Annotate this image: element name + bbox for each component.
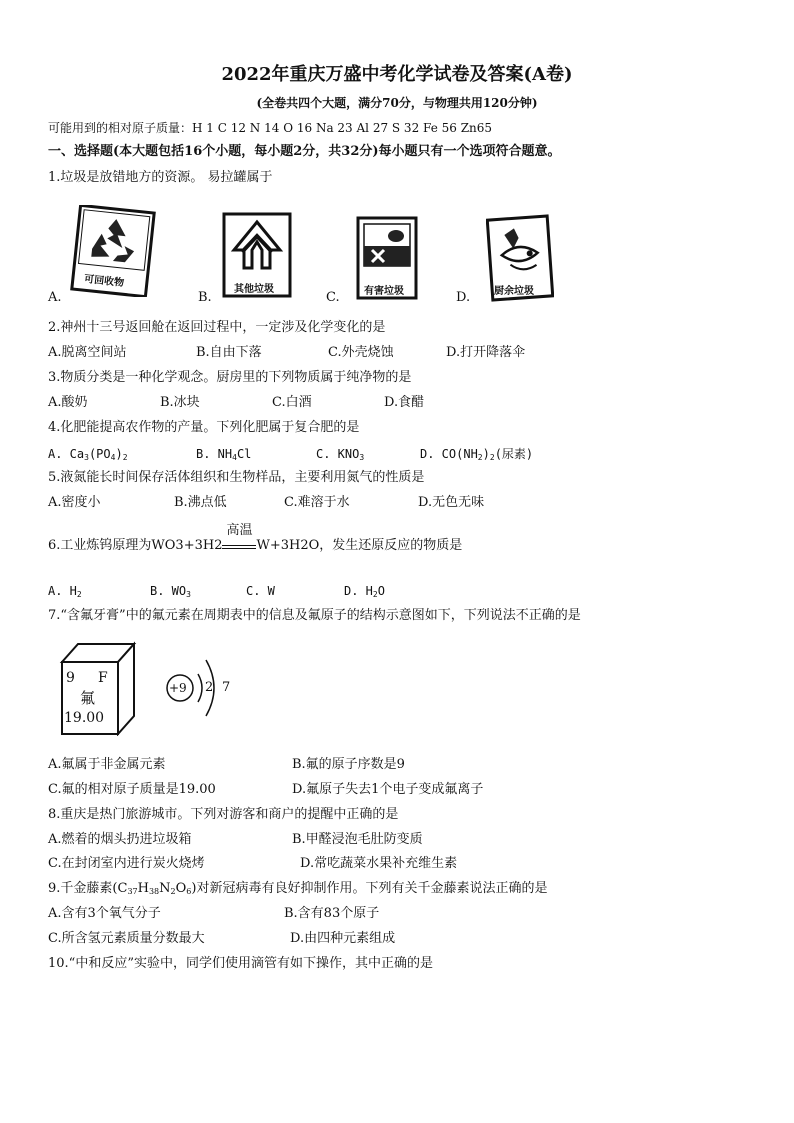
section-heading: 一、选择题(本大题包括16个小题，每小题2分，共32分)每小题只有一个选项符合题意。 <box>48 144 561 159</box>
q1-option-b-letter: B. <box>198 290 212 305</box>
q6-option-d: D. $H_2O$ <box>344 584 385 599</box>
q2-option-a: A.脱离空间站 <box>48 345 127 360</box>
q4-option-c: C. $KNO_3$ <box>316 447 365 462</box>
q2-stem: 2.神州十三号返回舱在返回过程中，一定涉及化学变化的是 <box>48 320 386 335</box>
q2-option-c: C.外壳烧蚀 <box>328 345 394 360</box>
page-title: 2022年重庆万盛中考化学试卷及答案(A卷) <box>221 64 573 85</box>
q4-stem: 4.化肥能提高农作物的产量。下列化肥属于复合肥的是 <box>48 420 360 435</box>
page-subtitle: (全卷共四个大题，满分70分，与物理共用120分钟) <box>256 96 538 110</box>
q4-option-b: B. $NH_4Cl$ <box>196 447 252 462</box>
atomic-masses: 可能用到的相对原子质量：H 1 C 12 N 14 O 16 Na 23 Al 27 S 32 Fe 56 Zn65 <box>48 121 493 135</box>
q2-option-d: D.打开降落伞 <box>446 345 526 360</box>
atom-shell-2: 7 <box>222 680 231 695</box>
q6-stem: 6.工业炼钨原理为WO3+3H2 高温 W+3H2O，发生还原反应的物质是 <box>48 523 463 553</box>
q9-option-c: C.所含氢元素质量分数最大 <box>48 931 205 946</box>
q8-option-d: D.常吃蔬菜水果补充维生素 <box>300 856 458 871</box>
q7-option-a: A.氟属于非金属元素 <box>48 757 166 772</box>
q9-option-b: B.含有83个原子 <box>284 906 380 921</box>
q1-label-kitchen: 厨余垃圾 <box>494 286 534 297</box>
q8-option-c: C.在封闭室内进行炭火烧烤 <box>48 856 205 871</box>
q9-option-d: D.由四种元素组成 <box>290 931 396 946</box>
q2-option-b: B.自由下落 <box>196 345 262 360</box>
q3-option-d: D.食醋 <box>384 395 425 410</box>
q1-option-c-letter: C. <box>326 290 340 305</box>
q10-stem: 10.“中和反应”实验中，同学们使用滴管有如下操作，其中正确的是 <box>48 956 433 971</box>
element-name: 氟 <box>80 689 96 707</box>
q8-option-a: A.燃着的烟头扔进垃圾箱 <box>48 832 192 847</box>
q3-stem: 3.物质分类是一种化学观念。厨房里的下列物质属于纯净物的是 <box>48 370 412 385</box>
q1-label-hazardous: 有害垃圾 <box>364 286 404 297</box>
q1-stem: 1.垃圾是放错地方的资源。 易拉罐属于 <box>48 170 273 185</box>
q5-stem: 5.液氮能长时间保存活体组织和生物样品，主要利用氮气的性质是 <box>48 470 425 485</box>
q7-option-d: D.氟原子失去1个电子变成氟离子 <box>292 782 484 797</box>
q6-reaction-condition: 高温 <box>226 523 253 538</box>
element-mass: 19.00 <box>64 710 105 726</box>
q6-option-c: C. W <box>246 584 275 598</box>
q9-stem: 9.千金藤素$(C_{37}H_{38}N_2O_6)$对新冠病毒有良好抑制作用。下列有关千金藤素说法正确的是 <box>48 881 548 896</box>
q7-stem: 7.“含氟牙膏”中的氟元素在周期表中的信息及氟原子的结构示意图如下，下列说法不正确的是 <box>48 608 581 623</box>
q8-stem: 8.重庆是热门旅游城市。下列对游客和商户的提醒中正确的是 <box>48 807 399 822</box>
atom-nucleus: +9 <box>169 681 187 695</box>
q3-option-c: C.白酒 <box>272 395 312 410</box>
atom-shell-1: 2 <box>205 680 214 695</box>
q3-option-b: B.冰块 <box>160 395 200 410</box>
q4-option-d: D. $CO(NH_2)_2$(尿素) <box>420 447 534 462</box>
q7-option-b: B.氟的原子序数是9 <box>292 757 405 772</box>
q9-option-a: A.含有3个氧气分子 <box>48 906 161 921</box>
element-symbol: F <box>98 670 108 686</box>
q8-option-b: B.甲醛浸泡毛肚防变质 <box>292 832 423 847</box>
q5-option-d: D.无色无味 <box>418 495 485 510</box>
q4-option-a: A. $Ca_3(PO_4)_2$ <box>48 447 128 462</box>
element-number: 9 <box>66 670 75 686</box>
q1-option-d-letter: D. <box>456 290 471 305</box>
q5-option-c: C.难溶于水 <box>284 495 350 510</box>
q5-option-a: A.密度小 <box>48 495 101 510</box>
q6-option-a: A. $H_2$ <box>48 584 82 599</box>
q3-option-a: A.酸奶 <box>48 395 88 410</box>
q1-label-other: 其他垃圾 <box>234 284 274 295</box>
q5-option-b: B.沸点低 <box>174 495 227 510</box>
q6-option-b: B. $WO_3$ <box>150 584 191 599</box>
q1-option-a-letter: A. <box>48 290 62 305</box>
q7-option-c: C.氟的相对原子质量是19.00 <box>48 782 216 797</box>
q1-label-recyclable: 可回收物 <box>83 273 125 290</box>
